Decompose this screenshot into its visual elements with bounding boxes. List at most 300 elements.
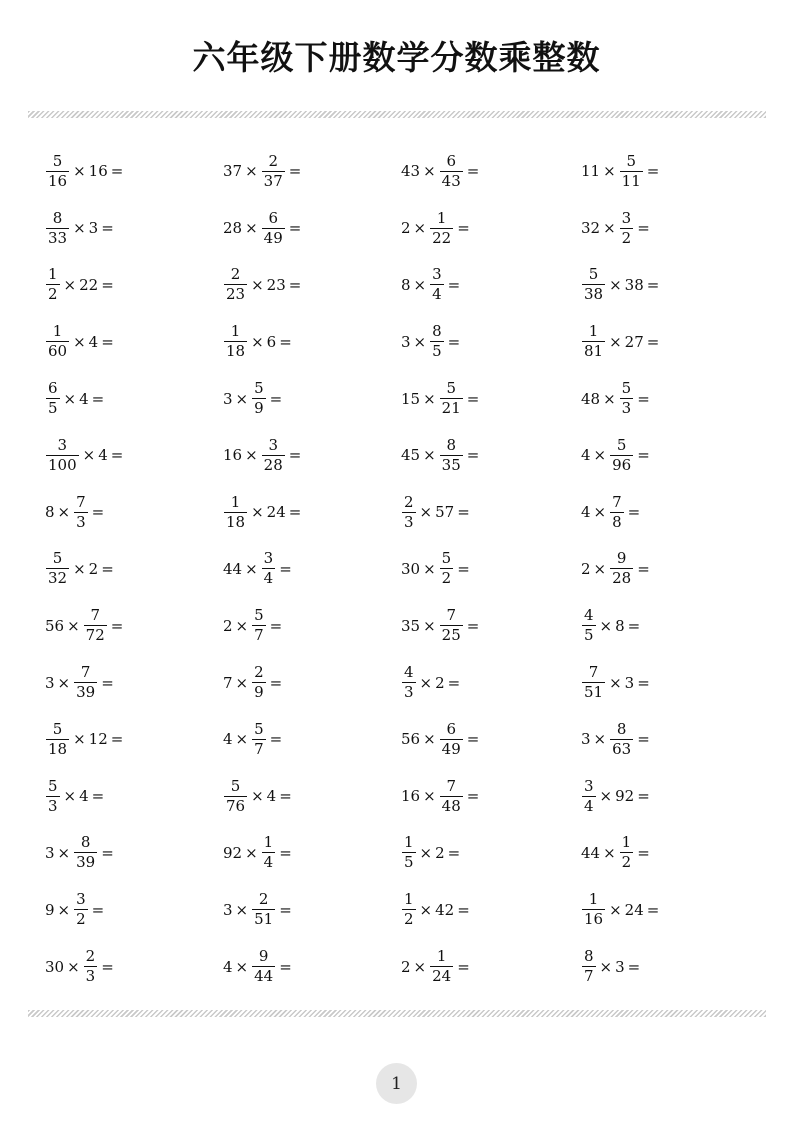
fraction-denominator: 7 [254,626,264,645]
problem-item [581,370,761,427]
whole-number: 22 [79,275,99,294]
times-sign: × [82,446,96,465]
problem-item [581,825,761,882]
fraction-denominator: 4 [432,285,442,304]
whole-number: 9 [45,900,55,919]
fraction [610,435,633,474]
fraction-numerator: 5 [254,379,264,398]
whole-number: 16 [88,162,108,181]
fraction-numerator: 4 [584,606,594,625]
whole-number: 30 [45,957,65,976]
fraction-denominator: 2 [621,853,632,872]
times-sign: × [235,616,249,635]
fraction [46,776,60,815]
times-sign: × [235,673,249,692]
fraction [430,208,453,247]
times-sign: × [413,219,427,238]
fraction-numerator: 1 [436,947,447,966]
whole-number: 16 [223,446,243,465]
equals-sign: = [269,616,283,635]
problem-item [581,143,761,200]
fraction-denominator: 2 [404,910,414,929]
fraction [440,719,463,758]
problem-item [581,257,761,314]
times-sign: × [67,616,80,635]
fraction [224,492,247,531]
times-sign: × [235,900,249,919]
whole-number: 16 [401,787,421,806]
fraction-denominator: 2 [48,285,58,304]
fraction [430,267,444,302]
equals-sign: = [457,957,470,976]
fraction-denominator: 51 [584,683,604,702]
fraction-denominator: 7 [254,739,264,758]
times-sign: × [419,673,433,692]
whole-number: 4 [266,787,277,806]
problem-item [401,938,581,995]
equals-sign: = [627,616,641,635]
problem-item [223,597,401,654]
fraction-denominator: 4 [584,796,594,815]
whole-number: 92 [223,843,243,862]
fraction [610,719,633,758]
times-sign: × [57,503,71,522]
problem-item [223,768,401,825]
whole-number: 48 [581,389,601,408]
whole-number: 3 [223,900,233,919]
fraction [84,608,107,643]
problem-item [45,370,223,427]
equals-sign: = [637,843,650,862]
fraction-numerator: 8 [52,208,63,227]
whole-number: 15 [401,389,421,408]
times-sign: × [245,843,258,862]
times-sign: × [603,219,616,238]
problem-item [401,370,581,427]
whole-number: 3 [624,673,635,692]
times-sign: × [413,332,427,351]
fraction-numerator: 5 [52,151,63,170]
problem-item [581,313,761,370]
fraction [440,151,463,190]
times-sign: × [423,162,436,181]
fraction [440,435,463,474]
fraction [262,208,285,247]
equals-sign: = [627,957,641,976]
equals-sign: = [110,446,124,465]
whole-number: 4 [79,787,89,806]
times-sign: × [73,162,86,181]
fraction [252,949,275,984]
times-sign: × [593,559,607,578]
problem-item [401,427,581,484]
whole-number: 3 [45,673,55,692]
fraction-numerator: 5 [254,719,264,738]
fraction-numerator: 1 [588,890,599,909]
problem-item [45,427,223,484]
fraction-numerator: 5 [446,379,456,398]
problem-item [401,881,581,938]
fraction-numerator: 1 [52,322,63,341]
problem-item [223,711,401,768]
times-sign: × [599,787,613,806]
fraction-denominator: 28 [263,455,283,474]
fraction-numerator: 5 [616,435,627,454]
whole-number: 12 [88,730,108,749]
fraction-denominator: 25 [441,626,461,645]
fraction [46,381,60,416]
fraction [402,665,416,700]
whole-number: 56 [401,730,421,749]
times-sign: × [423,559,436,578]
whole-number: 6 [266,332,277,351]
problem-item [45,143,223,200]
fraction [620,208,634,247]
whole-number: 2 [435,843,445,862]
fraction-denominator: 18 [226,342,246,361]
fraction-denominator: 76 [226,796,246,815]
problem-item [45,711,223,768]
equals-sign: = [279,787,292,806]
whole-number: 2 [223,616,233,635]
problem-item [401,200,581,257]
equals-sign: = [288,162,302,181]
fraction [262,835,276,870]
equals-sign: = [447,843,461,862]
problem-item [45,597,223,654]
fraction [582,267,605,302]
fraction-numerator: 7 [612,492,622,511]
page-title: 六年级下册数学分数乘整数 [192,38,601,77]
fraction [440,608,463,643]
equals-sign: = [279,332,292,351]
times-sign: × [419,503,433,522]
fraction-numerator: 6 [268,208,278,227]
times-sign: × [593,503,607,522]
fraction-denominator: 63 [612,739,632,758]
whole-number: 92 [615,787,635,806]
equals-sign: = [279,843,292,862]
fraction-numerator: 4 [404,663,414,682]
times-sign: × [593,446,607,465]
equals-sign: = [447,332,461,351]
times-sign: × [73,730,86,749]
whole-number: 3 [45,843,55,862]
fraction [262,151,285,190]
fraction-denominator: 37 [263,171,283,190]
times-sign: × [419,843,433,862]
fraction-numerator: 1 [404,833,414,852]
problem-item [581,484,761,541]
fraction-numerator: 7 [90,606,100,625]
whole-number: 44 [223,559,243,578]
fraction [430,324,444,359]
fraction-denominator: 7 [584,967,594,986]
equals-sign: = [466,730,480,749]
times-sign: × [245,559,258,578]
fraction [252,381,266,416]
times-sign: × [235,957,249,976]
whole-number: 3 [615,957,625,976]
times-sign: × [423,730,436,749]
problem-item [401,711,581,768]
whole-number: 24 [624,900,644,919]
whole-number: 3 [581,730,591,749]
top-divider [28,111,766,118]
fraction-denominator: 96 [612,455,632,474]
problem-item [581,541,761,598]
problem-item [401,597,581,654]
problem-item [401,768,581,825]
fraction-denominator: 5 [48,399,58,418]
fraction [74,492,88,531]
problem-item [45,881,223,938]
times-sign: × [599,616,613,635]
problem-item [581,881,761,938]
fraction-denominator: 23 [226,285,246,304]
fraction-denominator: 43 [441,171,461,190]
whole-number: 4 [223,957,233,976]
whole-number: 3 [223,389,233,408]
fraction-denominator: 35 [441,455,461,474]
equals-sign: = [269,389,283,408]
equals-sign: = [637,389,650,408]
fraction [46,435,79,474]
fraction-numerator: 7 [76,492,86,511]
fraction-numerator: 2 [404,492,414,511]
fraction-numerator: 9 [258,947,269,966]
equals-sign: = [637,559,650,578]
times-sign: × [63,275,77,294]
fraction-numerator: 1 [230,492,241,511]
whole-number: 8 [401,275,411,294]
fraction-numerator: 1 [404,890,414,909]
fraction-numerator: 8 [446,435,456,454]
fraction [46,267,60,302]
problem-item [45,541,223,598]
fraction [430,949,453,984]
problem-item [581,597,761,654]
times-sign: × [603,389,616,408]
equals-sign: = [279,957,292,976]
times-sign: × [603,843,616,862]
problem-item [401,484,581,541]
equals-sign: = [269,673,283,692]
equals-sign: = [466,389,480,408]
times-sign: × [413,275,427,294]
fraction-denominator: 9 [254,399,264,418]
whole-number: 4 [79,389,89,408]
fraction [252,665,266,700]
equals-sign: = [91,503,105,522]
fraction-denominator: 49 [441,739,461,758]
fraction-denominator: 18 [48,739,68,758]
whole-number: 30 [401,559,421,578]
fraction-denominator: 3 [621,399,632,418]
fraction-numerator: 7 [80,663,91,682]
times-sign: × [57,843,71,862]
problem-grid [45,143,765,995]
fraction-denominator: 81 [584,342,604,361]
fraction-numerator: 6 [48,379,58,398]
fraction-denominator: 39 [76,683,96,702]
equals-sign: = [91,389,105,408]
whole-number: 8 [615,616,625,635]
whole-number: 35 [401,616,421,635]
equals-sign: = [457,559,470,578]
fraction-numerator: 5 [621,379,632,398]
fraction-numerator: 3 [268,435,278,454]
fraction-numerator: 3 [432,265,442,284]
fraction-denominator: 3 [48,796,58,815]
fraction [440,551,454,586]
whole-number: 45 [401,446,421,465]
times-sign: × [73,332,86,351]
fraction-numerator: 5 [626,151,636,170]
fraction-denominator: 32 [48,569,68,588]
fraction-denominator: 38 [584,285,604,304]
fraction-numerator: 2 [268,151,278,170]
problem-item [401,313,581,370]
times-sign: × [57,673,71,692]
problem-item [45,654,223,711]
equals-sign: = [646,900,660,919]
whole-number: 38 [624,275,644,294]
fraction-denominator: 3 [404,683,414,702]
fraction-denominator: 39 [76,853,96,872]
equals-sign: = [279,900,292,919]
times-sign: × [245,162,258,181]
fraction-denominator: 5 [432,342,442,361]
fraction-denominator: 3 [76,512,86,531]
times-sign: × [251,275,264,294]
problem-item [401,825,581,882]
times-sign: × [57,900,71,919]
fraction-numerator: 5 [52,549,63,568]
problem-item [223,143,401,200]
problem-item [45,938,223,995]
equals-sign: = [101,332,114,351]
fraction-denominator: 8 [612,512,622,531]
fraction [252,719,266,758]
fraction-numerator: 2 [230,265,241,284]
fraction [440,381,463,416]
times-sign: × [245,446,258,465]
equals-sign: = [101,275,114,294]
fraction-denominator: 28 [612,569,632,588]
whole-number: 44 [581,843,601,862]
fraction-numerator: 2 [254,663,264,682]
problem-item [223,881,401,938]
equals-sign: = [269,730,283,749]
whole-number: 42 [435,900,455,919]
equals-sign: = [637,787,650,806]
fraction-numerator: 1 [621,833,632,852]
problem-item [401,541,581,598]
fraction-numerator: 8 [616,719,627,738]
fraction-denominator: 4 [263,853,274,872]
fraction-numerator: 5 [48,776,58,795]
fraction [224,324,247,359]
problem-item [223,484,401,541]
whole-number: 57 [435,503,455,522]
whole-number: 3 [88,219,99,238]
fraction [582,324,605,359]
fraction-denominator: 16 [48,171,68,190]
whole-number: 28 [223,219,243,238]
fraction [46,324,69,359]
fraction-numerator: 1 [263,833,274,852]
fraction-numerator: 7 [446,606,456,625]
equals-sign: = [466,616,480,635]
equals-sign: = [91,900,105,919]
whole-number: 27 [624,332,644,351]
fraction-numerator: 8 [432,322,442,341]
fraction-denominator: 9 [254,683,264,702]
fraction-numerator: 2 [85,947,96,966]
problem-item [223,825,401,882]
fraction [224,776,247,815]
fraction-denominator: 2 [441,569,452,588]
fraction-denominator: 3 [404,512,414,531]
fraction [252,892,275,927]
problem-item [45,484,223,541]
problem-item [581,654,761,711]
page-number-badge [376,1063,417,1104]
equals-sign: = [110,162,124,181]
fraction-numerator: 6 [446,151,456,170]
equals-sign: = [646,275,660,294]
fraction-numerator: 7 [588,663,599,682]
fraction-denominator: 48 [441,796,461,815]
fraction [620,151,643,190]
times-sign: × [609,900,622,919]
times-sign: × [251,332,264,351]
equals-sign: = [637,219,650,238]
times-sign: × [423,389,436,408]
fraction [84,949,98,984]
fraction-denominator: 5 [584,626,594,645]
problem-item [45,257,223,314]
fraction [402,892,416,927]
bottom-divider [28,1010,766,1017]
fraction-numerator: 2 [258,890,269,909]
fraction-denominator: 33 [48,228,68,247]
equals-sign: = [91,787,105,806]
fraction-denominator: 72 [85,626,105,645]
whole-number: 4 [98,446,108,465]
problem-item [45,313,223,370]
problem-item [581,768,761,825]
fraction-numerator: 9 [616,549,627,568]
fraction-denominator: 21 [441,399,461,418]
fraction [620,835,634,870]
fraction-numerator: 6 [446,719,456,738]
fraction [224,267,247,302]
whole-number: 3 [401,332,411,351]
problem-item [401,654,581,711]
fraction-numerator: 5 [441,549,452,568]
times-sign: × [67,957,80,976]
fraction-numerator: 1 [48,265,58,284]
fraction [74,835,97,870]
whole-number: 2 [581,559,591,578]
fraction-denominator: 24 [432,967,452,986]
whole-number: 4 [223,730,233,749]
whole-number: 4 [581,446,591,465]
equals-sign: = [457,219,470,238]
times-sign: × [235,730,249,749]
